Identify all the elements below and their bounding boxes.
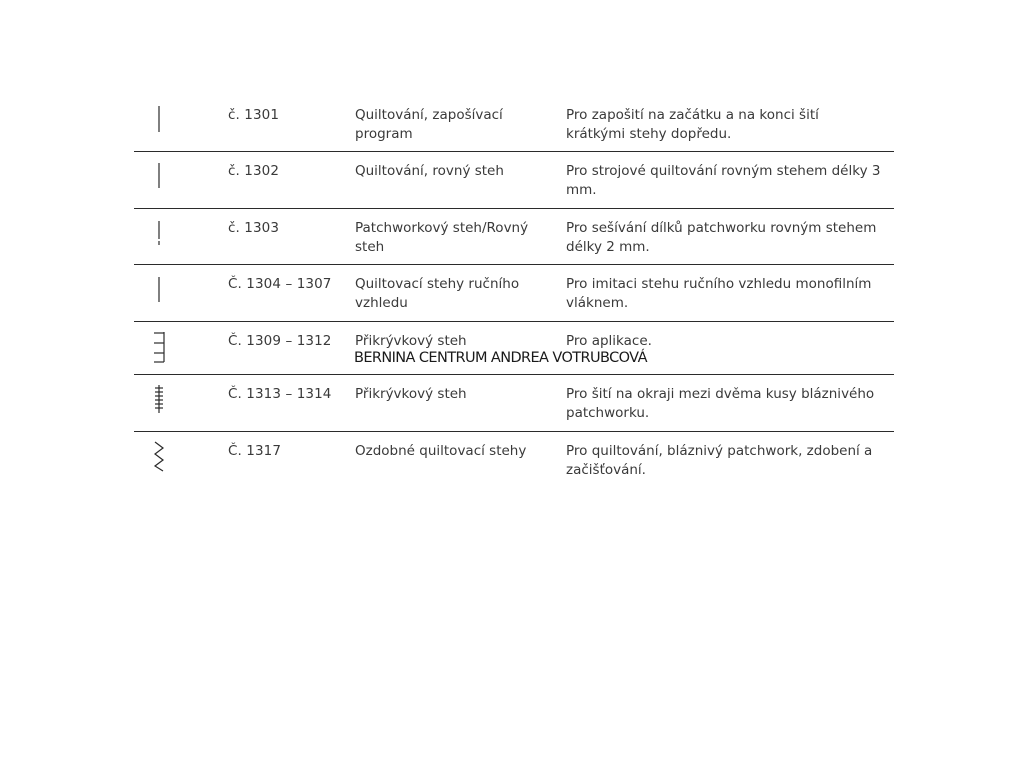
stitch-code: č. 1301 (228, 107, 280, 123)
zigzag-stitch-icon (150, 440, 168, 470)
stitch-description: Pro aplikace. (566, 333, 652, 349)
stitch-name: Ozdobné quiltovací stehy (355, 443, 527, 459)
stitch-description: Pro imitaci stehu ručního vzhledu monofilním vláknem. (566, 276, 872, 311)
stitch-table (134, 96, 894, 488)
straight-stitch-icon (150, 160, 168, 190)
blanket-stitch-icon (150, 330, 168, 360)
stitch-code: Č. 1313 – 1314 (228, 386, 332, 402)
stitch-name: Přikrývkový steh (355, 386, 467, 402)
table-row (134, 322, 894, 375)
stitch-code: Č. 1304 – 1307 (228, 276, 332, 292)
stitch-description: Pro strojové quiltování rovným stehem délky 3 mm. (566, 163, 881, 198)
stitch-name: Quiltovací stehy ručního vzhledu (355, 276, 520, 311)
table-row (134, 375, 894, 432)
stitch-name: Přikrývkový steh (355, 333, 467, 349)
stitch-name: Quiltování, rovný steh (355, 163, 504, 179)
straight-stitch-icon (150, 273, 168, 303)
stitch-code: č. 1303 (228, 220, 280, 236)
feather-stitch-icon (150, 383, 168, 413)
short-straight-stitch-icon (150, 217, 168, 247)
table-row (134, 265, 894, 322)
stitch-description: Pro šití na okraji mezi dvěma kusy bláznivého patchworku. (566, 386, 875, 421)
table-row (134, 209, 894, 265)
straight-stitch-icon (150, 104, 168, 134)
table-row (134, 152, 894, 209)
stitch-code: Č. 1317 (228, 443, 282, 459)
stitch-description: Pro quiltování, bláznivý patchwork, zdobení a začišťování. (566, 443, 873, 478)
table-row (134, 96, 894, 152)
dealer-watermark: BERNINA CENTRUM ANDREA VOTRUBCOVÁ (354, 350, 647, 366)
stitch-name: Quiltování, zapošívací program (355, 107, 503, 142)
stitch-name: Patchworkový steh/Rovný steh (355, 220, 529, 255)
stitch-description: Pro sešívání dílků patchworku rovným stehem délky 2 mm. (566, 220, 877, 255)
stitch-code: Č. 1309 – 1312 (228, 333, 332, 349)
stitch-code: č. 1302 (228, 163, 280, 179)
stitch-description: Pro zapošití na začátku a na konci šití krátkými stehy dopředu. (566, 107, 819, 142)
table-row (134, 432, 894, 488)
